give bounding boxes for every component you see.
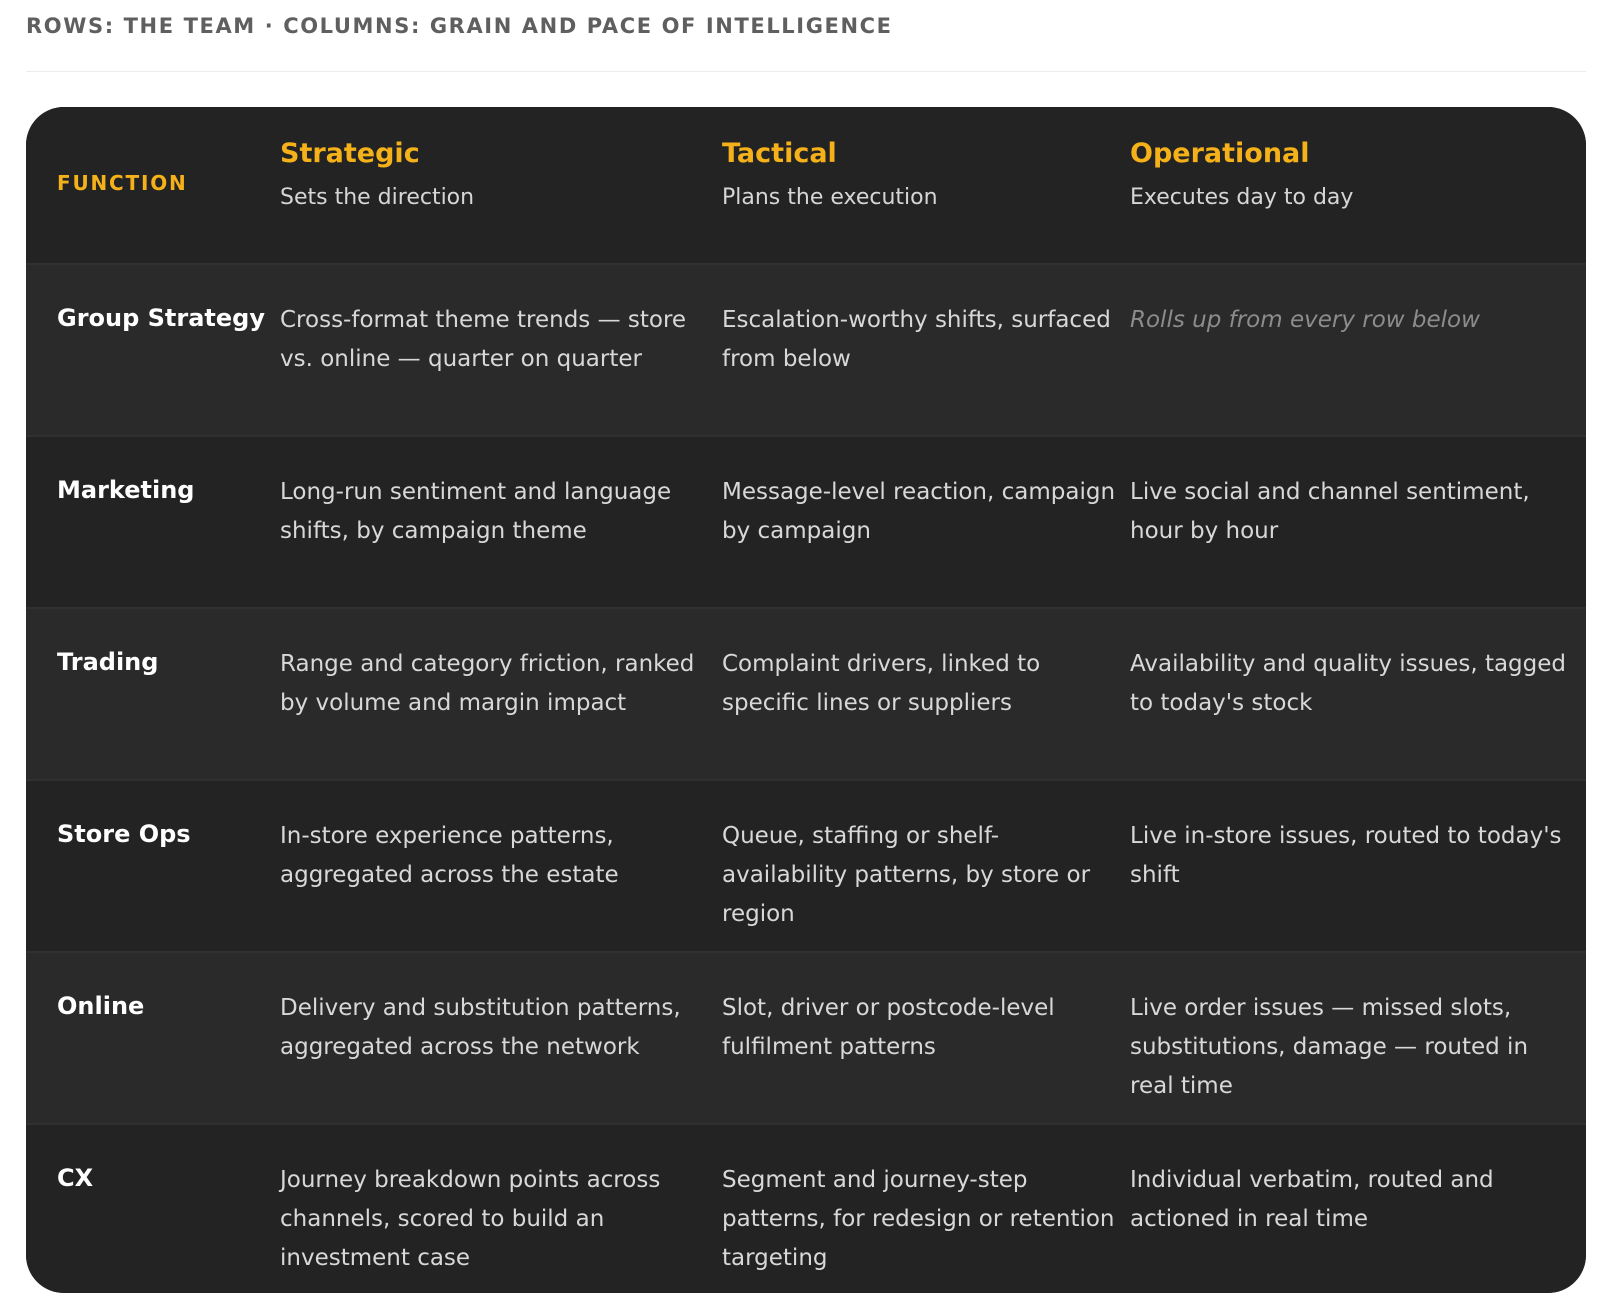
cell-text: Individual verbatim, routed and actioned in real time — [1130, 1167, 1494, 1232]
cell-text: Range and category friction, ranked by volume and margin impact — [280, 651, 695, 716]
table-caption: ROWS: THE TEAM · COLUMNS: GRAIN AND PACE OF INTELLIGENCE — [26, 14, 893, 38]
cell-text: Escalation-worthy shifts, surfaced from below — [722, 307, 1111, 372]
table-cell — [280, 779, 722, 951]
table-cell — [722, 435, 1130, 607]
intelligence-matrix-table — [26, 107, 1586, 1293]
row-label: Online — [57, 992, 145, 1020]
cell-text-muted: Rolls up from every row below — [1130, 307, 1480, 333]
row-name-marketing — [26, 435, 280, 607]
row-label: Trading — [57, 648, 159, 676]
header-tactical-cell — [722, 107, 1130, 263]
cell-text: Slot, driver or postcode-level fulfilment patterns — [722, 995, 1055, 1060]
table-cell — [280, 435, 722, 607]
cell-text: Journey breakdown points across channels, scored to build an investment case — [280, 1167, 661, 1271]
row-label: Group Strategy — [57, 304, 266, 332]
table-cell — [1130, 951, 1586, 1123]
table-cell — [1130, 1123, 1586, 1293]
cell-text: Cross-format theme trends — store vs. online — quarter on quarter — [280, 307, 687, 372]
header-operational-cell — [1130, 107, 1586, 263]
cell-text: Live in-store issues, routed to today's shift — [1130, 823, 1562, 888]
table-cell — [722, 607, 1130, 779]
row-name-group-strategy — [26, 263, 280, 435]
table-cell — [1130, 263, 1586, 435]
table-cell — [1130, 779, 1586, 951]
row-label: Marketing — [57, 476, 195, 504]
table-cell — [280, 607, 722, 779]
cell-text: Queue, staffing or shelf-availability patterns, by store or region — [722, 823, 1091, 927]
row-name-store-ops — [26, 779, 280, 951]
row-name-cx — [26, 1123, 280, 1293]
table-cell — [722, 1123, 1130, 1293]
column-subtitle-operational: Executes day to day — [1130, 185, 1354, 210]
cell-text: Availability and quality issues, tagged to today's stock — [1130, 651, 1567, 716]
cell-text: Live order issues — missed slots, substitutions, damage — routed in real time — [1130, 995, 1529, 1099]
column-title-tactical: Tactical — [722, 138, 837, 169]
table-cell — [280, 263, 722, 435]
table-cell — [722, 263, 1130, 435]
table-cell — [280, 1123, 722, 1293]
table-cell — [722, 779, 1130, 951]
cell-text: Long-run sentiment and language shifts, by campaign theme — [280, 479, 672, 544]
cell-text: Message-level reaction, campaign by campaign — [722, 479, 1116, 544]
row-label: Store Ops — [57, 820, 191, 848]
header-function-cell — [26, 107, 280, 263]
table-cell — [1130, 435, 1586, 607]
table-cell — [722, 951, 1130, 1123]
table-cell — [280, 951, 722, 1123]
row-name-trading — [26, 607, 280, 779]
function-column-label: FUNCTION — [57, 171, 188, 195]
column-title-strategic: Strategic — [280, 138, 420, 169]
cell-text: In-store experience patterns, aggregated across the estate — [280, 823, 619, 888]
cell-text: Live social and channel sentiment, hour by hour — [1130, 479, 1530, 544]
cell-text: Delivery and substitution patterns, aggregated across the network — [280, 995, 681, 1060]
caption-divider — [26, 71, 1586, 72]
header-strategic-cell — [280, 107, 722, 263]
cell-text: Complaint drivers, linked to specific lines or suppliers — [722, 651, 1041, 716]
table-cell — [1130, 607, 1586, 779]
column-subtitle-tactical: Plans the execution — [722, 185, 938, 210]
row-label: CX — [57, 1164, 94, 1192]
row-name-online — [26, 951, 280, 1123]
column-subtitle-strategic: Sets the direction — [280, 185, 475, 210]
column-title-operational: Operational — [1130, 138, 1310, 169]
cell-text: Segment and journey-step patterns, for redesign or retention targeting — [722, 1167, 1115, 1271]
